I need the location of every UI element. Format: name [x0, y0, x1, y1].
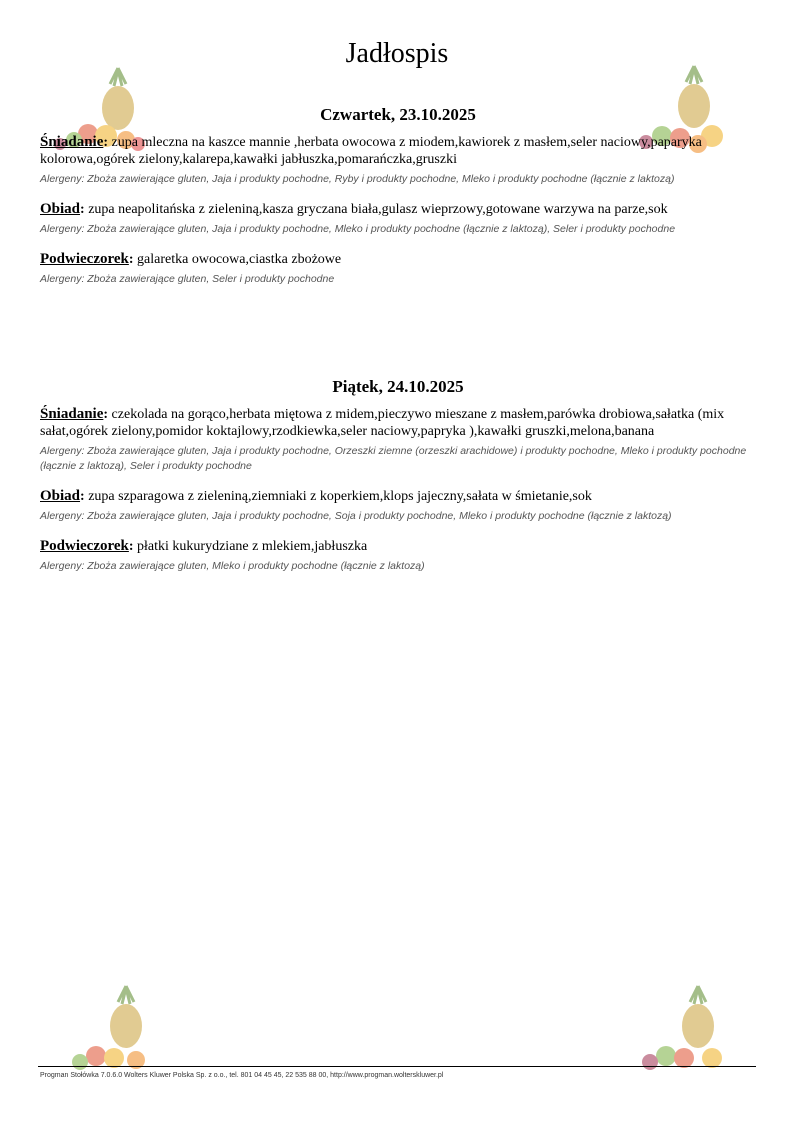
meal-breakfast	[40, 406, 756, 474]
meal-menu: zupa neapolitańska z zieleniną,kasza gryczana biała,gulasz wieprzowy,gotowane warzywa na parze,sok	[88, 202, 668, 217]
meal-name: Podwieczorek	[40, 538, 129, 554]
meal-lunch	[40, 488, 756, 524]
allergens: Alergeny: Zboża zawierające gluten, Jaja i produkty pochodne, Orzeszki ziemne (orzeszki arachidowe) i produkty pochodne, Mleko i produkty pochodne (łącznie z laktozą), Seler i produkty pochodne	[40, 445, 747, 472]
footer-text: Progman Stołówka 7.0.6.0 Wolters Kluwer Polska Sp. z o.o., tel. 801 04 45 45, 22 535 88 00, http://www.progman.wolterskluwer.pl	[40, 1072, 444, 1079]
meal-name: Obiad	[40, 201, 81, 217]
meal-separator: :	[80, 202, 89, 217]
meal-menu: zupa szparagowa z zieleniną,ziemniaki z koperkiem,klops jajeczny,sałata w śmietanie,sok	[88, 489, 592, 504]
footer-divider	[38, 1066, 756, 1067]
meal-name: Śniadanie	[40, 406, 104, 422]
fruit-basket-icon	[60, 976, 160, 1076]
meal-name: Obiad	[40, 488, 81, 504]
meal-separator: :	[128, 539, 138, 554]
meal-name: Podwieczorek	[40, 251, 129, 267]
meal-snack	[40, 538, 756, 574]
meal-name: Śniadanie	[40, 134, 104, 150]
meal-lunch	[40, 201, 756, 237]
meal-separator: :	[80, 489, 89, 504]
day-section	[40, 376, 756, 588]
page-title: Jadłospis	[345, 38, 449, 69]
fruit-basket-icon	[628, 976, 728, 1076]
day-heading: Czwartek, 23.10.2025	[320, 105, 476, 124]
allergens: Alergeny: Zboża zawierające gluten, Jaja i produkty pochodne, Ryby i produkty pochodne, Mleko i produkty pochodne (łącznie z laktozą)	[40, 173, 675, 185]
meal-separator: :	[103, 135, 112, 150]
meal-separator: :	[128, 252, 138, 267]
meal-snack	[40, 251, 756, 287]
meal-separator: :	[103, 407, 112, 422]
meal-menu: płatki kukurydziane z mlekiem,jabłuszka	[137, 539, 368, 554]
day-heading: Piątek, 24.10.2025	[332, 377, 464, 396]
meal-menu: zupa mleczna na kaszce mannie ,herbata owocowa z miodem,kawiorek z masłem,seler naciowy,paparyka kolorowa,ogórek zielony,kalarepa,kawałki jabłuszka,pomarańczka,gruszki	[40, 135, 702, 167]
allergens: Alergeny: Zboża zawierające gluten, Jaja i produkty pochodne, Soja i produkty pochodne, Mleko i produkty pochodne (łącznie z laktozą)	[40, 510, 672, 522]
meal-menu: czekolada na gorąco,herbata miętowa z midem,pieczywo mieszane z masłem,parówka drobiowa,sałatka (mix sałat,ogórek zielony,pomidor koktajlowy,rzodkiewka,seler naciowy,papryka ),kawałki gruszki,melona,banana	[40, 407, 725, 439]
day-section	[40, 104, 756, 301]
meal-breakfast	[40, 134, 756, 187]
allergens: Alergeny: Zboża zawierające gluten, Jaja i produkty pochodne, Mleko i produkty pochodne (łącznie z laktozą), Seler i produkty pochodne	[40, 223, 676, 235]
meal-menu: galaretka owocowa,ciastka zbożowe	[137, 252, 342, 267]
allergens: Alergeny: Zboża zawierające gluten, Seler i produkty pochodne	[40, 273, 335, 285]
allergens: Alergeny: Zboża zawierające gluten, Mleko i produkty pochodne (łącznie z laktozą)	[40, 560, 425, 572]
